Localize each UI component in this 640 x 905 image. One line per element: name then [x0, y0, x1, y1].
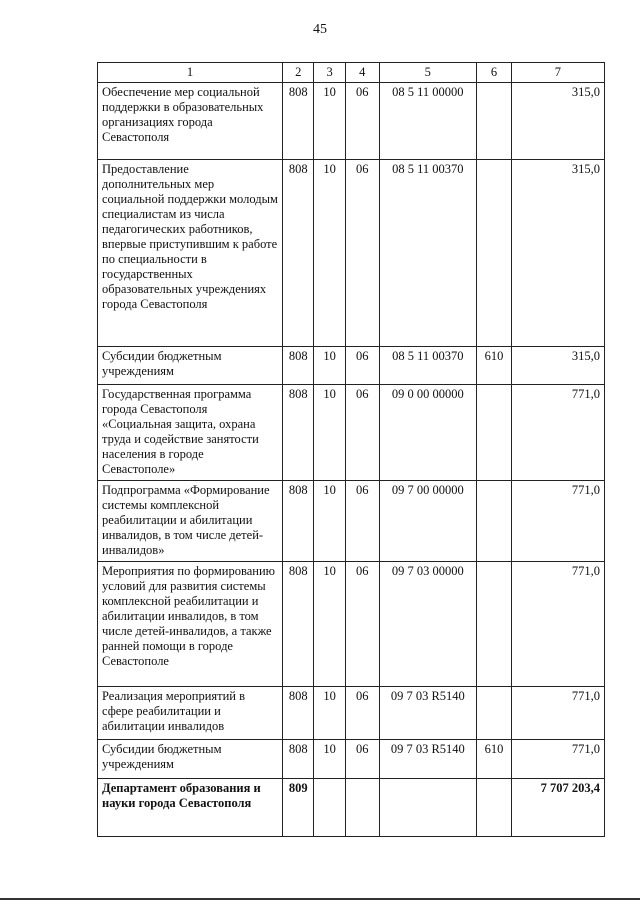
row-subsection-code: 06 [345, 83, 379, 160]
table-body [98, 83, 605, 837]
row-name-cell: Мероприятия по формированию условий для развития системы комплексной реабилитации и абилитации инвалидов, в том числе детей-инвалидов, а также ранней помощи в городе Севастополе [98, 562, 283, 687]
row-expense-type-code [477, 562, 512, 687]
row-ministry-code: 808 [283, 562, 314, 687]
row-section-code [314, 779, 345, 837]
header-cell-target-article: 5 [379, 63, 477, 83]
row-subsection-code: 06 [345, 740, 379, 779]
header-cell-amount: 7 [511, 63, 604, 83]
table-header-row [98, 63, 605, 83]
row-amount: 771,0 [511, 385, 604, 481]
row-ministry-code: 808 [283, 385, 314, 481]
table-row [98, 160, 605, 347]
row-section-code: 10 [314, 740, 345, 779]
budget-table [97, 62, 605, 837]
row-name-cell: Предоставление дополнительных мер социальной поддержки молодым специалистам из числа педагогических работников, впервые приступившим к работе по специальности в государственных образовательных учреждениях города Севастополя [98, 160, 283, 347]
row-name-cell: Субсидии бюджетным учреждениям [98, 347, 283, 385]
row-name-cell: Подпрограмма «Формирование системы комплексной реабилитации и абилитации инвалидов, в том числе детей-инвалидов» [98, 481, 283, 562]
row-amount: 315,0 [511, 160, 604, 347]
row-amount: 771,0 [511, 687, 604, 740]
table-row [98, 562, 605, 687]
row-amount: 315,0 [511, 347, 604, 385]
row-ministry-code: 808 [283, 481, 314, 562]
row-amount: 771,0 [511, 481, 604, 562]
header-cell-section: 3 [314, 63, 345, 83]
row-section-code: 10 [314, 687, 345, 740]
row-name-cell: Субсидии бюджетным учреждениям [98, 740, 283, 779]
row-expense-type-code [477, 83, 512, 160]
row-target-article-code: 09 7 03 R5140 [379, 687, 477, 740]
row-ministry-code: 808 [283, 347, 314, 385]
row-target-article-code: 09 0 00 00000 [379, 385, 477, 481]
row-expense-type-code [477, 160, 512, 347]
row-expense-type-code [477, 779, 512, 837]
row-amount: 315,0 [511, 83, 604, 160]
row-expense-type-code: 610 [477, 347, 512, 385]
row-target-article-code: 08 5 11 00000 [379, 83, 477, 160]
row-name-cell: Департамент образования и науки города Севастополя [98, 779, 283, 837]
row-target-article-code: 08 5 11 00370 [379, 347, 477, 385]
row-expense-type-code [477, 687, 512, 740]
row-section-code: 10 [314, 481, 345, 562]
table-row [98, 83, 605, 160]
row-name-cell: Реализация мероприятий в сфере реабилитации и абилитации инвалидов [98, 687, 283, 740]
table-row [98, 687, 605, 740]
row-name-cell: Обеспечение мер социальной поддержки в образовательных организациях города Севастополя [98, 83, 283, 160]
row-amount: 7 707 203,4 [511, 779, 604, 837]
row-target-article-code: 09 7 03 00000 [379, 562, 477, 687]
row-section-code: 10 [314, 160, 345, 347]
row-section-code: 10 [314, 385, 345, 481]
header-cell-name: 1 [98, 63, 283, 83]
page-bottom-rule [0, 898, 640, 900]
page-number: 45 [313, 22, 327, 37]
header-cell-ministry: 2 [283, 63, 314, 83]
row-target-article-code: 09 7 00 00000 [379, 481, 477, 562]
header-cell-expense-type: 6 [477, 63, 512, 83]
row-expense-type-code: 610 [477, 740, 512, 779]
row-section-code: 10 [314, 83, 345, 160]
row-ministry-code: 808 [283, 740, 314, 779]
row-subsection-code: 06 [345, 160, 379, 347]
table-row [98, 385, 605, 481]
row-amount: 771,0 [511, 562, 604, 687]
header-cell-subsection: 4 [345, 63, 379, 83]
row-expense-type-code [477, 385, 512, 481]
row-ministry-code: 808 [283, 83, 314, 160]
row-target-article-code: 08 5 11 00370 [379, 160, 477, 347]
row-ministry-code: 808 [283, 160, 314, 347]
row-ministry-code: 809 [283, 779, 314, 837]
row-section-code: 10 [314, 347, 345, 385]
row-subsection-code: 06 [345, 385, 379, 481]
table-row [98, 779, 605, 837]
row-target-article-code: 09 7 03 R5140 [379, 740, 477, 779]
table-row [98, 347, 605, 385]
row-subsection-code: 06 [345, 481, 379, 562]
row-amount: 771,0 [511, 740, 604, 779]
table-row [98, 481, 605, 562]
row-subsection-code: 06 [345, 347, 379, 385]
row-name-cell: Государственная программа города Севастополя «Социальная защита, охрана труда и содействие занятости населения в городе Севастополе» [98, 385, 283, 481]
row-section-code: 10 [314, 562, 345, 687]
table-row [98, 740, 605, 779]
row-target-article-code [379, 779, 477, 837]
row-subsection-code [345, 779, 379, 837]
row-subsection-code: 06 [345, 562, 379, 687]
row-expense-type-code [477, 481, 512, 562]
row-ministry-code: 808 [283, 687, 314, 740]
row-subsection-code: 06 [345, 687, 379, 740]
